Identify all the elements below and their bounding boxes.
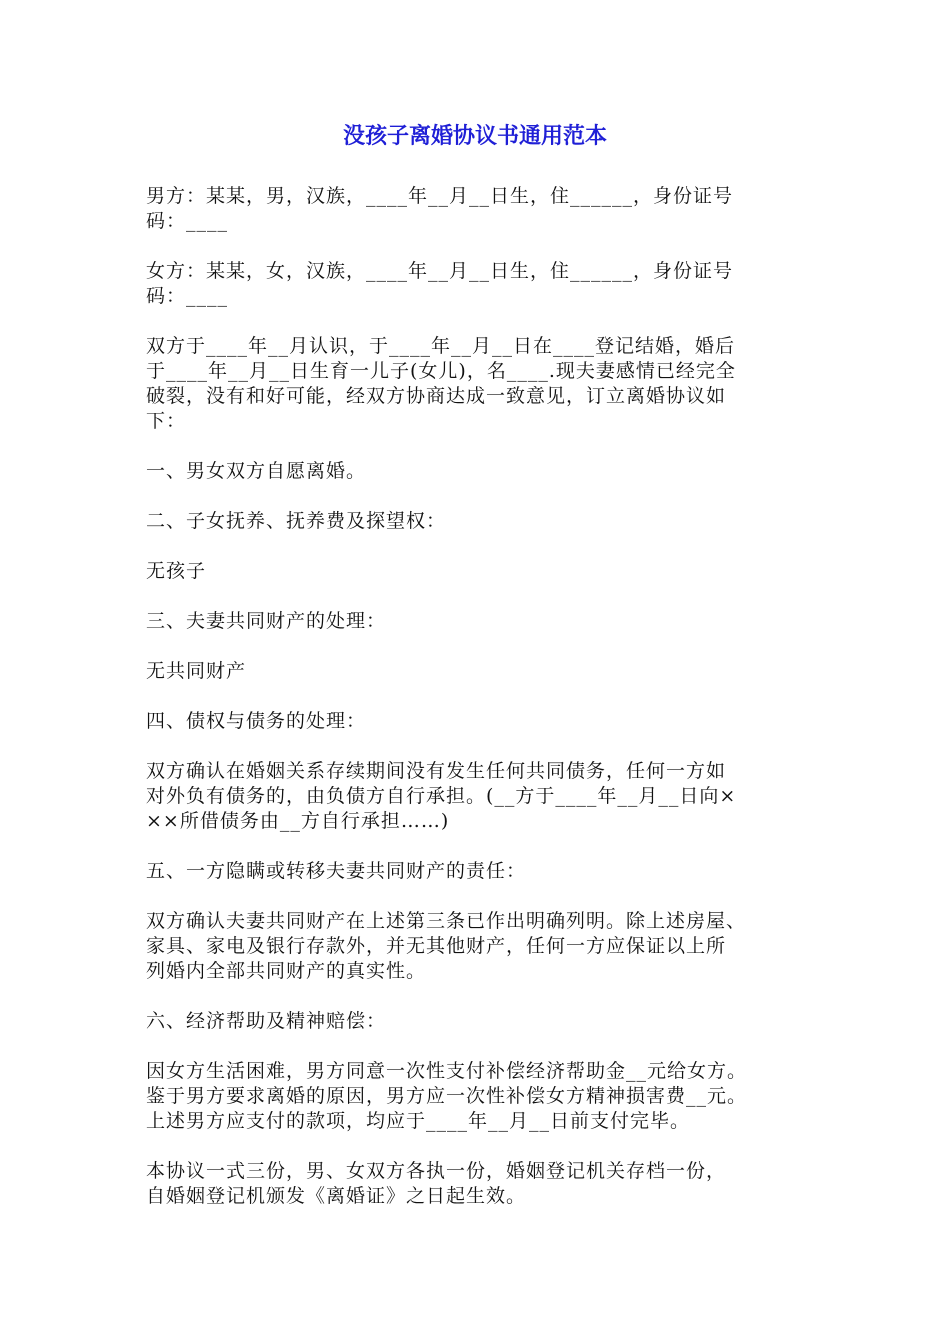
paragraph — [146, 334, 811, 434]
paragraph — [146, 859, 811, 884]
paragraph — [146, 1009, 811, 1034]
paragraph — [146, 259, 811, 309]
paragraph-line: 本协议一式三份，男、女双方各执一份，婚姻登记机关存档一份， — [146, 1160, 727, 1182]
paragraph-line: 一、男女双方自愿离婚。 — [146, 460, 367, 482]
paragraph — [146, 759, 811, 834]
paragraph — [146, 909, 811, 984]
paragraph-line: 双方确认在婚姻关系存续期间没有发生任何共同债务，任何一方如 — [146, 760, 727, 782]
paragraph — [146, 184, 811, 234]
paragraph-line: 五、一方隐瞒或转移夫妻共同财产的责任： — [146, 860, 527, 882]
paragraph-line: 列婚内全部共同财产的真实性。 — [146, 960, 427, 982]
paragraph — [146, 559, 811, 584]
paragraph-line: 双方于____年__月认识，于____年__月__日在____登记结婚，婚后 — [146, 335, 736, 357]
paragraph — [146, 1159, 811, 1209]
paragraph — [146, 509, 811, 534]
paragraph-line: ××所借债务由__方自行承担……) — [146, 810, 450, 832]
paragraph — [146, 659, 811, 684]
paragraph-line: 三、夫妻共同财产的处理： — [146, 610, 387, 632]
paragraph-line: 女方：某某，女，汉族，____年__月__日生，住______，身份证号 — [146, 260, 734, 282]
paragraph-line: 双方确认夫妻共同财产在上述第三条已作出明确列明。除上述房屋、 — [146, 910, 747, 932]
paragraph-line: 下： — [146, 410, 187, 432]
paragraph-line: 于____年__月__日生育一儿子(女儿)，名____.现夫妻感情已经完全 — [146, 360, 736, 382]
document-body — [146, 184, 811, 1234]
paragraph-line: 自婚姻登记机颁发《离婚证》之日起生效。 — [146, 1185, 527, 1207]
paragraph — [146, 1059, 811, 1134]
paragraph-line: 码：____ — [146, 210, 229, 232]
paragraph — [146, 459, 811, 484]
paragraph-line: 无共同财产 — [146, 660, 247, 682]
paragraph-line: 对外负有债务的，由负债方自行承担。(__方于____年__月__日向× — [146, 785, 737, 807]
paragraph-line: 四、债权与债务的处理： — [146, 710, 367, 732]
document-title: 没孩子离婚协议书通用范本 — [342, 124, 607, 149]
paragraph-line: 破裂，没有和好可能，经双方协商达成一致意见，订立离婚协议如 — [146, 385, 727, 407]
paragraph-line: 男方：某某，男，汉族，____年__月__日生，住______，身份证号 — [146, 185, 734, 207]
paragraph — [146, 609, 811, 634]
paragraph-line: 码：____ — [146, 285, 229, 307]
paragraph-line: 无孩子 — [146, 560, 207, 582]
paragraph-line: 因女方生活困难，男方同意一次性支付补偿经济帮助金__元给女方。 — [146, 1060, 748, 1082]
paragraph-line: 鉴于男方要求离婚的原因，男方应一次性补偿女方精神损害费__元。 — [146, 1085, 748, 1107]
paragraph-line: 家具、家电及银行存款外，并无其他财产，任何一方应保证以上所 — [146, 935, 727, 957]
paragraph — [146, 709, 811, 734]
paragraph-line: 上述男方应支付的款项，均应于____年__月__日前支付完毕。 — [146, 1110, 691, 1132]
paragraph-line: 六、经济帮助及精神赔偿： — [146, 1010, 387, 1032]
paragraph-line: 二、子女抚养、抚养费及探望权： — [146, 510, 447, 532]
